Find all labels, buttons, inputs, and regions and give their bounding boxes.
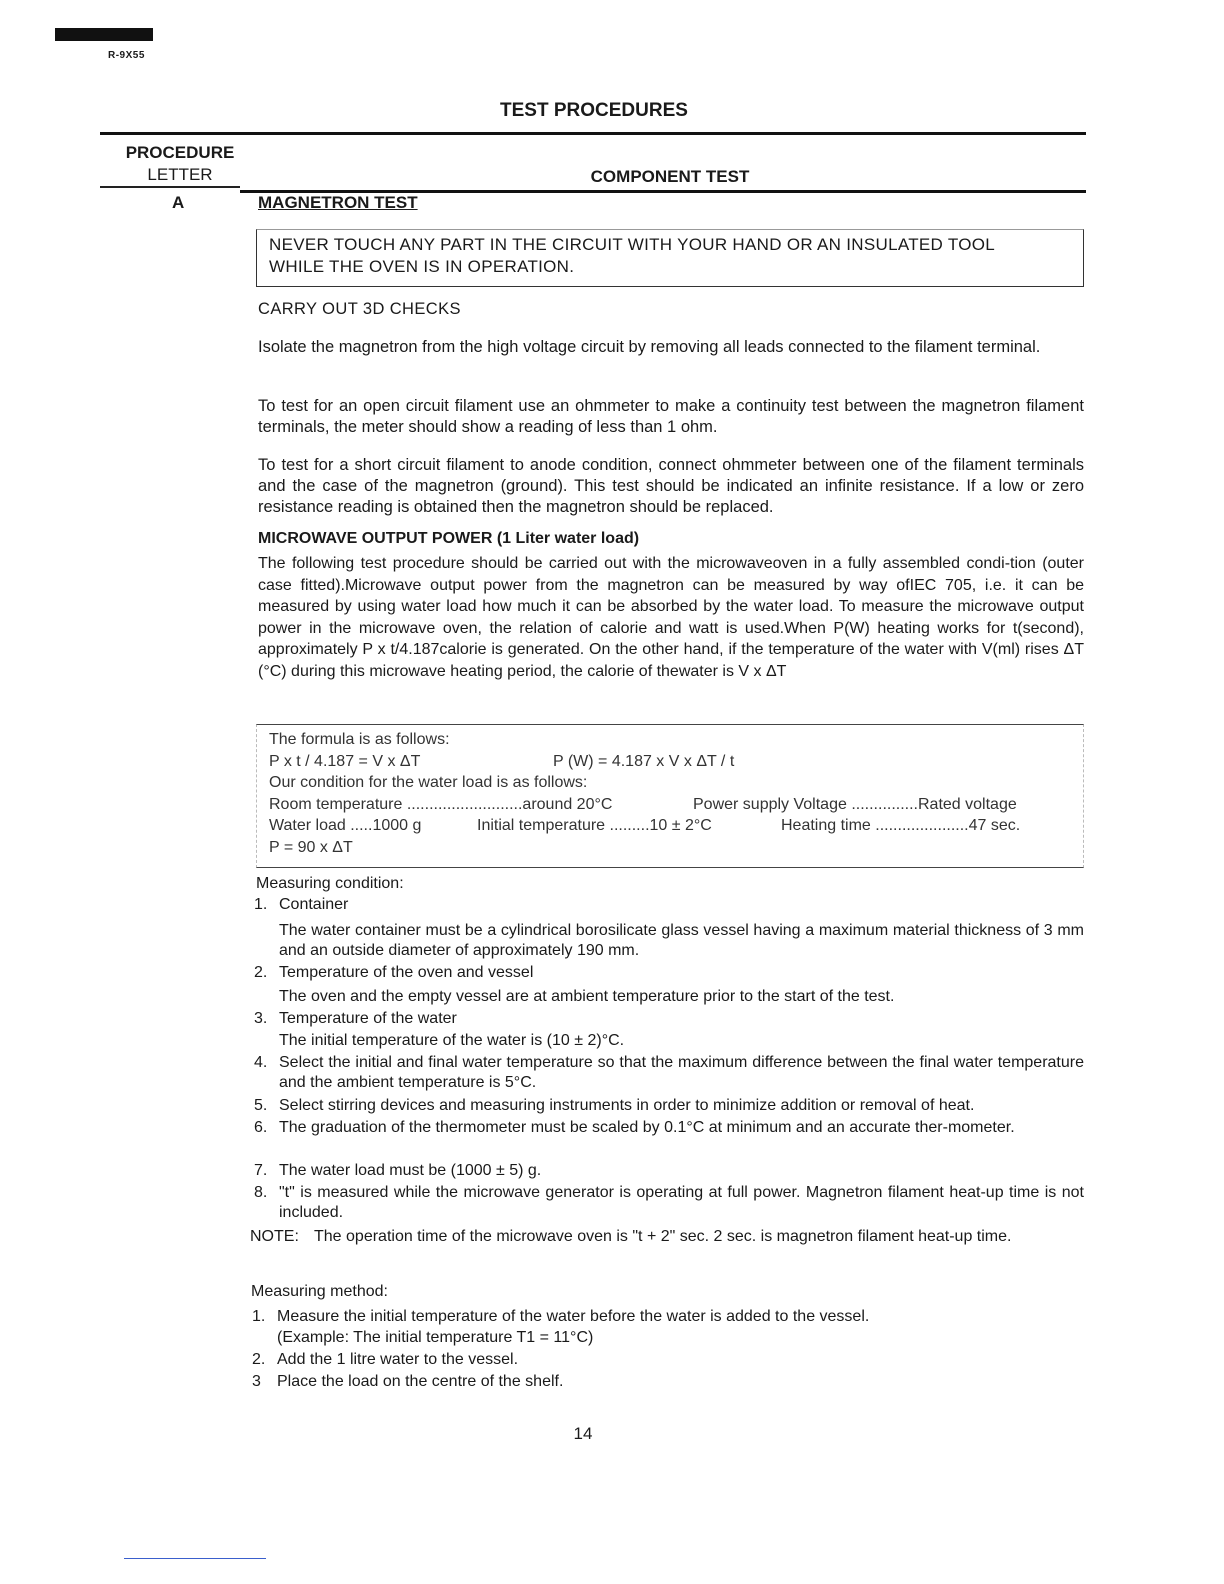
section-title: MAGNETRON TEST xyxy=(258,193,418,212)
header-black-bar xyxy=(55,28,153,41)
note xyxy=(250,1227,1084,1247)
output-power-intro: The following test procedure should be carried out with the microwaveoven in a fully assembled condi-tion (outer case fitted).Microwave output power from the magnetron can be measured by way ofIEC 705, i.e. it can be measured by using water load how much it can be absorbed by the water load. To measure the microwave output power in the microwave oven, the relation of calorie and watt is used.When P(W) heating works for t(second), approximately P x t/4.187calorie is generated. On the other hand, if the temperature of the water with V(ml) rises ΔT (°C) during this microwave heating period, the calorie of thewater is V x ΔT xyxy=(258,555,1084,680)
condition-intro: Our condition for the water load is as follows: xyxy=(269,774,588,791)
supply-voltage: Power supply Voltage ...............Rated voltage xyxy=(693,795,1017,813)
note-label: NOTE: xyxy=(250,1228,299,1245)
list-item: The water container must be a cylindrical borosilicate glass vessel having a maximum material thickness of 3 mm and an outside diameter of approximately 190 mm. xyxy=(279,922,1084,959)
page-title: TEST PROCEDURES xyxy=(500,100,688,121)
formula-intro: The formula is as follows: xyxy=(269,731,450,748)
list-item: 1. Measure the initial temperature of the water before the water is added to the vessel. xyxy=(252,1308,870,1325)
formula-box xyxy=(256,724,1084,868)
list-item: 2. Temperature of the oven and vessel xyxy=(254,964,534,981)
procedure-letter-heading-2: LETTER xyxy=(147,165,213,184)
page-number: 14 xyxy=(573,1424,593,1443)
initial-temperature: Initial temperature .........10 ± 2°C xyxy=(477,817,712,834)
measuring-method-heading: Measuring method: xyxy=(251,1283,388,1300)
list-item: (Example: The initial temperature T1 = 11°C) xyxy=(277,1329,594,1346)
list-item: 5. Select stirring devices and measuring instruments in order to minimize addition or removal of heat. xyxy=(254,1097,975,1114)
checks-text: CARRY OUT 3D CHECKS xyxy=(258,300,461,318)
component-test-heading: COMPONENT TEST xyxy=(590,167,750,186)
list-item: 3. Temperature of the water xyxy=(254,1010,457,1027)
warning-box xyxy=(256,229,1084,287)
heating-time: Heating time .....................47 sec. xyxy=(781,817,1021,834)
measuring-condition-heading: Measuring condition: xyxy=(256,875,404,892)
paragraph-open-circuit: To test for an open circuit filament use an ohmmeter to make a continuity test between the magnetron filament terminals, the meter should show a reading of less than 1 ohm. xyxy=(258,397,1084,436)
warning-line-1: NEVER TOUCH ANY PART IN THE CIRCUIT WITH YOUR HAND OR AN INSULATED TOOL xyxy=(269,235,995,254)
list-item: 6. The graduation of the thermometer must be scaled by 0.1°C at minimum and an accurate ther-mometer. xyxy=(254,1119,1015,1136)
list-item: 8. "t" is measured while the microwave generator is operating at full power. Magnetron filament heat-up time is not included. xyxy=(254,1184,1084,1221)
model-number: R-9X55 xyxy=(108,50,145,61)
heading-rule-left xyxy=(100,186,240,188)
list-item: 2. Add the 1 litre water to the vessel. xyxy=(252,1351,519,1368)
list-item: The initial temperature of the water is (10 ± 2)°C. xyxy=(279,1032,625,1049)
formula-result: P = 90 x ΔT xyxy=(269,838,353,856)
list-item: 1. Container xyxy=(254,896,349,913)
water-load: Water load .....1000 g xyxy=(269,817,422,834)
footer-line xyxy=(124,1558,266,1559)
formula-right: P (W) = 4.187 x V x ΔT / t xyxy=(553,752,735,770)
formula-left: P x t / 4.187 = V x ΔT xyxy=(269,752,421,770)
paragraph-short-circuit: To test for a short circuit filament to anode condition, connect ohmmeter between one of the filament terminals and the case of the magnetron (ground). This test should be indicated an infinite resistance. If a low or zero resistance reading is obtained then the magnetron should be replaced. xyxy=(258,456,1084,516)
procedure-letter-heading-1: PROCEDURE xyxy=(125,143,235,162)
list-item: 7. The water load must be (1000 ± 5) g. xyxy=(254,1162,542,1179)
paragraph-isolate: Isolate the magnetron from the high voltage circuit by removing all leads connected to the filament terminal. xyxy=(258,338,1041,356)
warning-line-2: WHILE THE OVEN IS IN OPERATION. xyxy=(269,257,575,276)
room-temperature: Room temperature ..........................around 20°C xyxy=(269,795,613,813)
procedure-letter: A xyxy=(172,193,185,212)
header-rule xyxy=(100,132,1086,135)
list-item: 4. Select the initial and final water temperature so that the maximum difference between the final water temperature and the ambient temperature is 5°C. xyxy=(254,1054,1084,1091)
list-item: The oven and the empty vessel are at ambient temperature prior to the start of the test. xyxy=(279,988,895,1005)
note-text: The operation time of the microwave oven is "t + 2" sec. 2 sec. is magnetron filament heat-up time. xyxy=(314,1228,1012,1245)
list-item: 3 Place the load on the centre of the shelf. xyxy=(252,1373,564,1390)
output-power-heading: MICROWAVE OUTPUT POWER (1 Liter water load) xyxy=(258,530,640,547)
